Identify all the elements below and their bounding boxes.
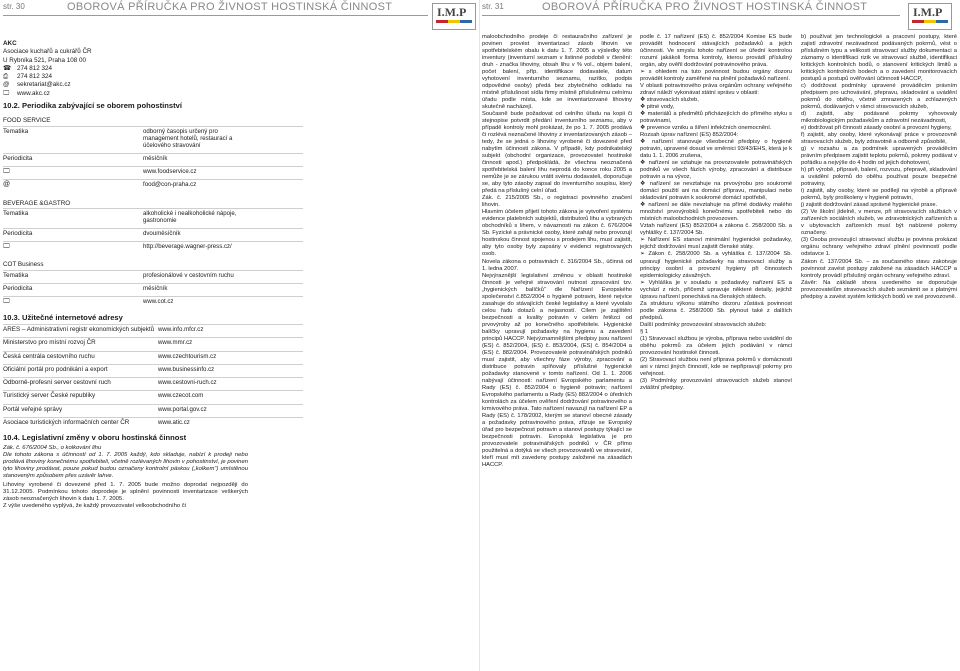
web-icon: 🖵 <box>3 298 10 306</box>
section-10-4-heading: 10.4. Legislativní změny v oboru hostinská činnost <box>3 433 187 443</box>
periodical-name: COT Business <box>3 261 44 269</box>
association-email[interactable]: sekretariat@akc.cz <box>17 81 71 89</box>
link-label: Odborně-profesní server cestovní ruch <box>3 379 111 387</box>
row-value: alkoholické i nealkoholické nápoje, gastronomie <box>143 210 237 225</box>
section-10-2-heading: 10.2. Periodika zabývající se oborem pohostinství <box>3 101 182 111</box>
row-value: měsíčník <box>143 285 168 293</box>
link-url[interactable]: www.cestovni-ruch.cz <box>158 379 217 387</box>
association-block <box>3 40 303 98</box>
left-column <box>3 40 303 510</box>
periodical-name: FOOD SERVICE <box>3 117 51 125</box>
link-label: Asociace turistických informačních center ČR <box>3 419 130 427</box>
periodical-name: BEVERAGE &GASTRO <box>3 199 71 207</box>
row-link[interactable]: food@con-praha.cz <box>143 181 197 189</box>
logo-bars <box>912 20 948 23</box>
table-row <box>3 228 303 241</box>
doprodej-paragraph: Lihoviny vyrobené či dovezené před 1. 7. 2005 bude možno doprodat nejpozději do 31.12.2005. Podmínkou tohoto doprodeje je splnění povinnosti inventarizace veškerých zásob neoznačených lihovin k datu 1. 7. 2005. Z výše uvedeného vyplývá, že každý provozovatel velkoobchodního či <box>3 481 248 509</box>
link-url[interactable]: www.info.mfcr.cz <box>158 325 204 333</box>
row-link[interactable]: www.foodservice.cz <box>143 168 197 176</box>
table-row <box>3 241 303 254</box>
text-column-1 <box>482 34 632 670</box>
row-label: Periodicita <box>3 285 33 293</box>
link-label: Turistický server České republiky <box>3 392 96 400</box>
row-value: profesionálové v cestovním ruchu <box>143 271 234 279</box>
row-label <box>3 298 143 306</box>
row-label: Periodicita <box>3 154 33 162</box>
phone-icon: ☎ <box>3 64 11 72</box>
header-rule <box>482 15 900 16</box>
imp-logo <box>908 3 952 30</box>
section-10-3-heading: 10.3. Užitečné internetové adresy <box>3 312 123 322</box>
right-header <box>480 0 960 33</box>
column-1-text: maloobchodního prodeje či restauračního zařízení je povinen provést inventarizaci zásob lihovin ve spotřebitelském obalu k datu 1. 7. 2005 a výsledky této inventury (inventurní seznam v listinné podobě v členění: druh - značka lihoviny, obsah lihu v % vol., objem balení, počet balení, příp. identifikace dodavatele, datum vyhotovení inventurního seznamu, razítko, podpis odpovědné osoby) předá bez zbytečného odkladu na místně příslušnost sídla firmy místně příslušnému celnímu úřadu podle místa, kde se inventarizované lihoviny skutečně nacházejí. Současně bude požadovat od celního úřadu na kopii či stejnopise potvrdit předání inventurního seznamu, aby v případě kontroly mohl prokázat, že po 1. 7. 2005 prodává či rozlévá neznačené lihoviny z inventarizovaných zásob – tedy, že se jedná o lihoviny vyrobené či dovezené před nabytím účinnosti zákona. V případě, kdy podnikatelský subjekt (obchodní organizace, provozovatel hostinské činnosti apod.) předpokládá, že všechna neoznačená spotřebitelská balení lihu neprodá do konce roku 2005 a nemůže je se zárukou vrátit svému dodavateli, doporučuje se, aby tyto zásoby zapsal do inventurního soupisu, který předá na příslušný celní úřad. Zák. č. 215/2005 Sb., o registraci povinného značení lihovin. Hlavním účelem přijetí tohoto zákona je vytvoření systému evidence platebních subjektů, distributorů lihu a vybraných obchodníků s lihem, v návaznosti na zákon č. 676/2004 Sb. Fyzické a právnické osoby, které zahájí nebo provozují hostinskou činnost spojenou s prodejem lihu, musí zajistit, aby tyto osoby byly zapsány v evidenci registrovaných osob. Novela zákona o potravinách č. 316/2004 Sb., účinná od 1. ledna 2007. Nejvýraznější legislativní změnou v oblasti hostinské činnosti je veřejné stravování nutnost zpracování tzv. „hygienických balíčků“ dle Nařízení Evropského společenství č.852/2004 o hygieně potravin, které nejvíce zasahuje do stávajících české legislativy a které vyvolalo celou řadu dotazů a nejasností. Cílem je zajištění bezpečnosti a kvality potravin v celém řetězci od prvovýroby až po konečného spotřebitele. Hygienické balíčky upravují požadavky na hygienu a zavedení principů HACCP. Nejvýznamnějšími předpisy jsou nařízení (ES) č. 852/2004, (ES) č. 853/2004, (ES) č. 854/2004 a (ES) č. 882/2004. Provozovatelé potravinářských podniků musí zajistit, aby všechny fáze výroby, zpracování a distribuce potravin splňovaly příslušné hygienické požadavky stanovené v tomto nařízení. Od 1. 1. 2006 nabývají účinnosti: nařízení Evropského parlamentu a Rady (ES) č. 852/2004 o hygieně potravin; nařízení Evropského parlamentu a Rady (ES) 882/2004 o úředních kontrolách za účelem ověření dodržování potravinového a krmivového práva. Tato nařízení navazují na nařízení EP a Rady (ES) č. 178/2002, kterým se stanoví obecné zásady a požadavky potravinového práva, zřizuje se Evropský úřad pro bezpečnost potravin a stanoví postupy týkající se bezpečnosti potravin. Evropská legislativa je pro provozovatele potravinářských podniků v ČR přímo použitelná a dotýká se všech provozovatelů ve stravování, kteří musí mít zavedeny postupy založené na zásadách HACCP. <box>482 34 632 468</box>
page-number: str. 31 <box>482 2 504 11</box>
table-row <box>3 270 303 283</box>
imp-logo <box>432 3 476 30</box>
row-label: Tematika <box>3 210 29 218</box>
periodical-block <box>3 117 303 192</box>
row-label: Tematika <box>3 127 29 135</box>
table-row <box>3 208 303 228</box>
logo-text: I.M.P <box>437 5 467 19</box>
row-label: Periodicita <box>3 229 33 237</box>
web-icon: 🖵 <box>3 168 10 176</box>
left-header <box>0 0 480 33</box>
right-page <box>480 0 960 671</box>
row-value: odborný časopis určený pro management hotelů, restaurací a účelového stravování <box>143 127 233 150</box>
page-number: str. 30 <box>3 2 25 11</box>
text-column-2 <box>640 34 792 670</box>
row-label <box>3 243 143 251</box>
text-column-3 <box>801 34 957 670</box>
link-row <box>3 351 303 364</box>
web-icon: 🖵 <box>3 243 10 251</box>
association-full-name: Asociace kuchařů a cukrářů ČR <box>3 48 92 56</box>
link-row <box>3 337 303 350</box>
association-web[interactable]: www.akc.cz <box>17 89 50 97</box>
link-label: Ministerstvo pro místní rozvoj ČR <box>3 339 96 347</box>
link-row <box>3 390 303 403</box>
periodicals-list <box>3 117 303 309</box>
link-row <box>3 404 303 417</box>
periodical-block <box>3 261 303 309</box>
link-label: Portál veřejné správy <box>3 405 63 413</box>
row-label: Tematika <box>3 271 29 279</box>
table-row <box>3 126 303 153</box>
association-phone: 274 812 324 <box>17 64 53 72</box>
link-label: Oficiální portál pro podnikání a export <box>3 365 108 373</box>
logo-text: I.M.P <box>913 5 943 19</box>
logo-bars <box>436 20 472 23</box>
periodical-block <box>3 200 303 255</box>
row-value: dvouměsíčník <box>143 229 181 237</box>
association-address: U Rybníka 521, Praha 108 00 <box>3 56 86 64</box>
email-icon: @ <box>3 81 10 89</box>
row-link[interactable]: http://beverage.wagner-press.cz/ <box>143 243 232 251</box>
link-url[interactable]: www.mmr.cz <box>158 339 193 347</box>
link-row <box>3 364 303 377</box>
table-row <box>3 283 303 296</box>
link-url[interactable]: www.czechtourism.cz <box>158 352 217 360</box>
header-title: OBOROVÁ PŘÍRUČKA PRO ŽIVNOST HOSTINSKÁ ČINNOST <box>67 1 393 13</box>
kolkovani-paragraph: Zák. č. 676/2004 Sb., o kolkování lihu Dle tohoto zákona s účinností od 1. 7. 2005 každý, kdo skladuje, nabízí k prodeji nebo prodává lihoviny konečnému spotřebiteli, včetně rozlévaných lihovin v pohostinství, je povinen tyto lihoviny prodávat, pouze pokud budou označeny kontrolní páskou („kolkem“) umístěnou stanoveným způsobem přes uzávěr lahve. <box>3 444 248 479</box>
link-label: ARES – Administrativní registr ekonomických subjektů <box>3 325 155 333</box>
row-value: měsíčník <box>143 154 168 162</box>
link-url[interactable]: www.businessinfo.cz <box>158 365 215 373</box>
row-link[interactable]: www.cot.cz <box>143 298 174 306</box>
link-row <box>3 377 303 390</box>
column-2-text: podle č. 17 nařízení (ES) č. 852/2004 Komise ES bude provádět hodnocení stávajících požadavků a jejich účinnosti. Ve smyslu tohoto nařízení se úřední kontrolou rozumí jakákoli forma kontroly, kterou provádí příslušný orgán, aby ověřil dodržování potravinového práva. ➢ s ohledem na tuto povinnost budou orgány dozoru provádět kontroly zaměřené na plnění požadavků nařízení. V oblasti potravinového práva orgánům ochrany veřejného zdraví náleží vykonávat státní správu v oblasti: ❖ stravovacích služeb, ❖ pitné vody, ❖ materiálů a předmětů přicházejících do přímého styku s potravinami, ❖ prevence vzniku a šíření infekčních onemocnění. Rozsah úprav nařízení (ES) 852/2004: ❖ nařízení stanovuje všeobecné předpisy o hygieně potravin, upravené dosud ve směrnici 93/43/EHS, která je k datu 1. 1. 2006 zrušena, ❖ nařízení se vztahuje na provozovatele potravinářských podniků ve všech fázích výroby, zpracování a distribuce potravin a na vývoz, ❖ nařízení se nevztahuje na prvovýrobu pro soukromé domácí použití ani na domácí přípravu, manipulaci nebo skladování potravin k soukromé domácí spotřebě, ❖ nařízení se dále nevztahuje na přímé dodávky malého množství prvovýrobků konečnému spotřebiteli nebo do místních maloobchodních provozoven. Vztah nařízení (ES) 852/2004 a zákona č. 258/2000 Sb. a vyhlášky č. 137/2004 Sb. ➢ Nařízení ES stanoví minimální hygienické požadavky, jejichž dodržování musí zajistit členské státy. ➢ Zákon č. 258/2000 Sb. a vyhláška č. 137/2004 Sb. upravují hygienické požadavky na stravovací služby a principy osobní a provozní hygieny při činnostech epidemiologicky závažných. ➢ Vyhláška je v souladu s požadavky nařízení ES a vychází z nich, přičemž upravuje některé detaily, jejichž úpravu nařízení ponechává na členských státech. Za strukturu výkonu státního dozoru zůstává povinnost podle zákona č. 258/2000 Sb. plynout také z dalších předpisů. Další podmínky provozování stravovacích služeb: § 1 (1) Stravovací službou je výroba, příprava nebo uvádění do oběhu pokrmů za účelem jejich podávání v rámci provozování hostinské činnosti. (2) Stravovací službou není příprava pokrmů v domácnosti ani v rámci jiných činností, kde se nepřipravují pokrmy pro veřejnost. (3) Podmínky provozování stravovacích služeb stanoví zvláštní předpisy. <box>640 34 792 391</box>
links-table <box>3 324 303 430</box>
email-icon: @ <box>3 181 11 189</box>
link-url[interactable]: www.atic.cz <box>158 419 190 427</box>
table-row <box>3 179 303 192</box>
fax-icon: ⎙ <box>3 73 9 81</box>
table-row <box>3 153 303 166</box>
column-3-text: b) používat jen technologické a pracovní postupy, které zajistí zdravotní nezávadnost podávaných pokrmů, vést o příslušném typu a velikosti stravovací služby dokumentaci a záznamy o identifikaci rizik ve stravovací službě, identifikaci kritických kontrolních bodů, o stanovení kritických limitů a kritických kontrolních bodech a o zavedení monitorovacích postupů a postupů ověřování účinnosti HACCP, c) dodržovat podmínky upravené prováděcím právním předpisem pro uchovávání, přepravu, skladování a uvádění pokrmů do oběhu, včetně zmrazených a zchlazených pokrmů, dodávaných v rámci stravovacích služeb, d) zajistit, aby podávané pokrmy vyhovovaly mikrobiologickým požadavkům a zdravotní nezávadnosti, e) dodržovat při činnosti zásady osobní a provozní hygieny, f) zajistit, aby osoby, které vykonávají práce v provozovně stravovacích služeb, byly zdravotně a odborně způsobilé, g) v rozsahu a za podmínek upravených prováděcím právním předpisem zajistit teplotu pokrmů, pokrmy podávat v pořádku a nejvýše do 4 hodin od jejich dohotovení, h) při výrobě, přípravě, balení, rozvozu, přepravě, skladování a uvádění pokrmů do oběhu používat pouze bezpečné potraviny, i) zajistit, aby osoby, které se podílejí na výrobě a přípravě pokrmů, byly proškoleny v hygieně potravin, j) zajistit dodržování zásad správné hygienické praxe. (2) Ve školní jídelně, v menze, při stravovacích službách v zařízeních sociálních služeb, ve zdravotnických zařízeních a v ubytovacích zařízeních musí být nabízené pokrmy označeny. (3) Osoba provozující stravovací službu je povinna prokázat orgánu ochrany veřejného zdraví plnění povinností podle odstavce 1. Zákon č. 137/2004 Sb. – za současného stavu zakotvuje povinnost zavést postupy založené na zásadách HACCP a kontroly provádí příslušný orgán ochrany veřejného zdraví. Závěr: Na základě shora uvedeného se doporučuje provozovatelům stravovacích služeb seznámit se s platnými předpisy a zavést systém kritických bodů ve své provozovně. <box>801 34 957 300</box>
web-icon: 🖵 <box>3 89 10 97</box>
row-label <box>3 168 143 176</box>
link-url[interactable]: www.czecot.com <box>158 392 204 400</box>
table-row <box>3 166 303 179</box>
link-label: Česká centrála cestovního ruchu <box>3 352 95 360</box>
row-label <box>3 181 143 189</box>
link-row <box>3 324 303 337</box>
link-url[interactable]: www.portal.gov.cz <box>158 405 207 413</box>
header-rule <box>3 15 428 16</box>
link-row <box>3 417 303 430</box>
header-title: OBOROVÁ PŘÍRUČKA PRO ŽIVNOST HOSTINSKÁ ČINNOST <box>542 1 868 13</box>
association-name: AKC <box>3 40 17 47</box>
association-fax: 274 812 324 <box>17 73 53 81</box>
table-row <box>3 296 303 309</box>
